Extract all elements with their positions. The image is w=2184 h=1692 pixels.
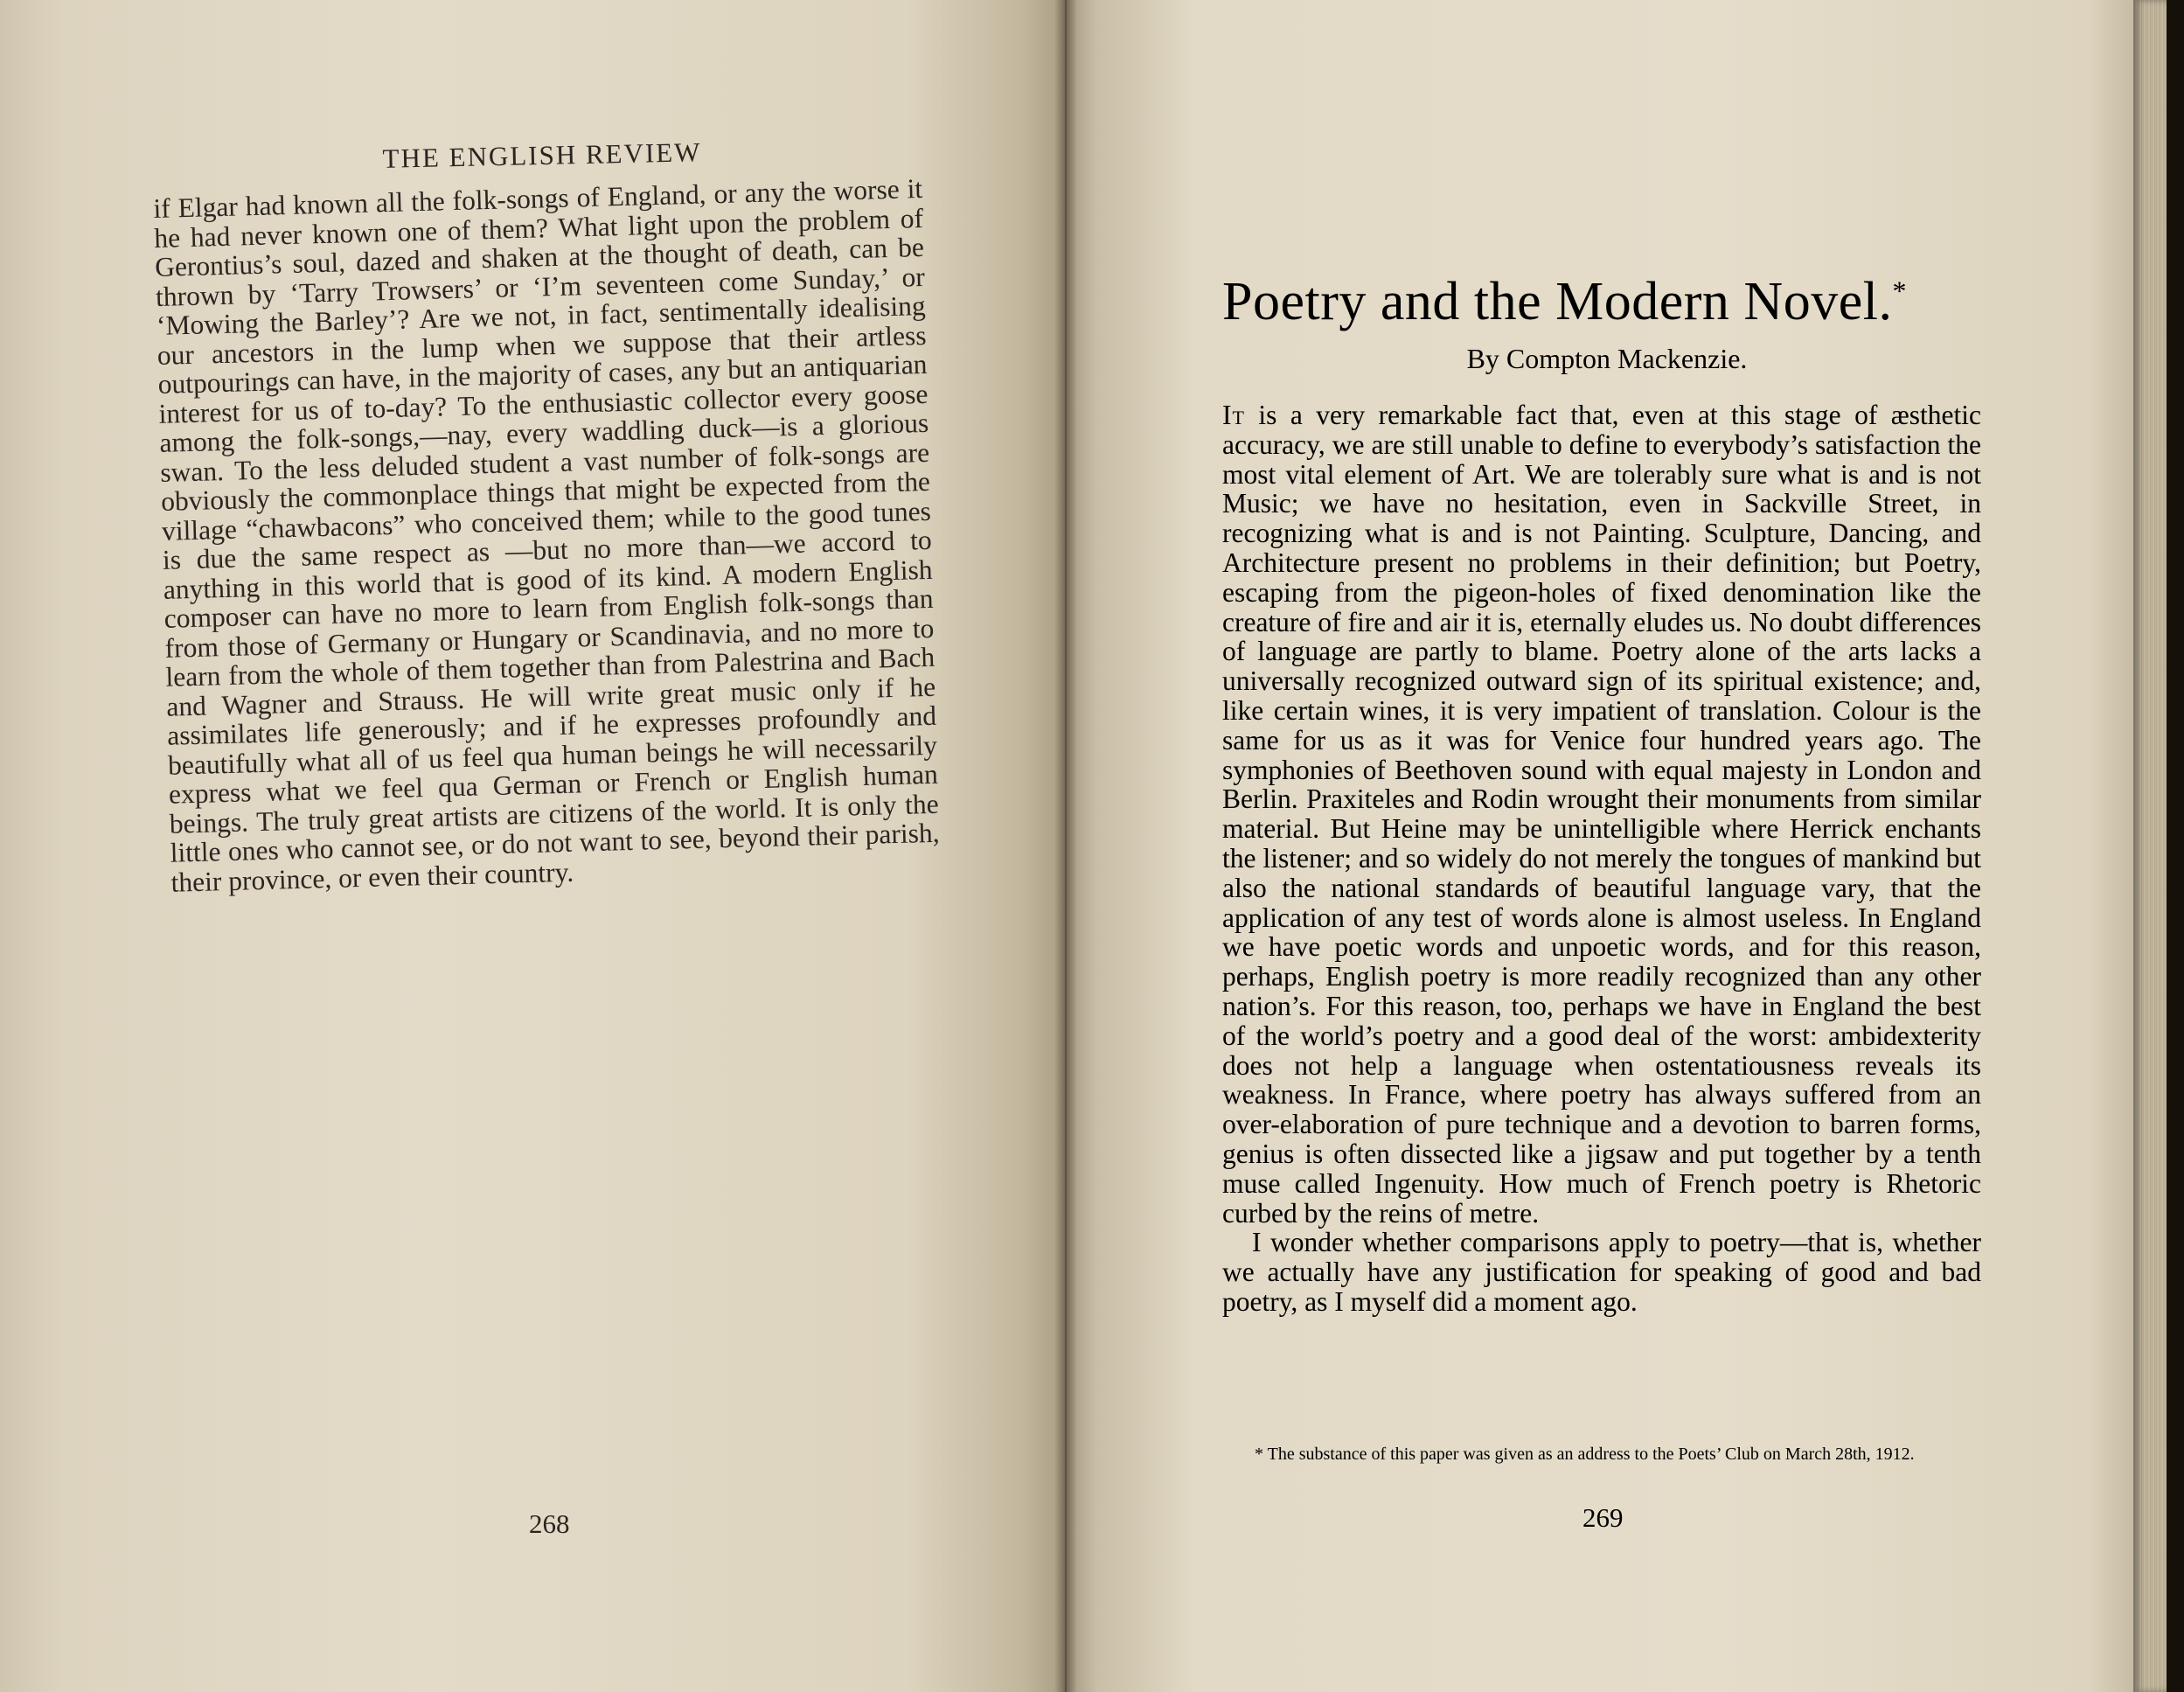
footnote: * The substance of this paper was given as an address to the Poets’ Club on March 28th, 1912. bbox=[1255, 1445, 1915, 1464]
running-head: THE ENGLISH REVIEW bbox=[382, 136, 702, 174]
article-byline: By Compton Mackenzie. bbox=[1466, 343, 1748, 374]
right-page-body bbox=[1222, 400, 1981, 1317]
background-edge bbox=[2167, 0, 2184, 1692]
left-body-text: if Elgar had known all the folk-songs of England, or any the worse it he had never known one of them? What light upon the problem of Gerontius’s soul, dazed and shaken at the thought of death, can be thrown by ‘Tarry Trowsers’ or ‘I’m seventeen come Sunday,’ or ‘Mowing the Barley’? Are we not, in fact, sentimentally idealising our ancestors in the lump when we suppose that their artless outpourings can have, in the majority of cases, any but an antiquarian interest for us of to-day? To the enthusiastic collector every goose among the folk-songs,—nay, every waddling duck—is a glorious swan. To the less deluded student a vast number of folk-songs are obviously the commonplace things that might be expected from the village “chawbacons” who conceived them; while to the good tunes is due the same respect as —but no more than—we accord to anything in this world that is good of its kind. A modern English composer can have no more to learn from English folk-songs than from those of Germany or Hungary or Scandinavia, and no more to learn from the whole of them together than from Palestrina and Bach and Wagner and Strauss. He will write great music only if he assimilates life generously; and if he expresses profoundly and beautifully what all of us feel qua human beings he will necessarily express what we feel qua German or French or English human beings. The truly great artists are citizens of the world. It is only the little ones who cannot see, or do not want to see, beyond their parish, their province, or even their country. bbox=[152, 172, 940, 898]
paragraph-2: I wonder whether comparisons apply to poetry—that is, whether we actually have any justification for speaking of good and bad poetry, as I myself did a moment ago. bbox=[1222, 1227, 1981, 1317]
page-number-right: 269 bbox=[1582, 1502, 1624, 1533]
left-page bbox=[0, 0, 1065, 1692]
paragraph-1-text: is a very remarkable fact that, even at this stage of æsthetic accuracy, we are still unable to define to everybody’s satisfaction the most vital element of Art. We are tolerably sure what is and is not Music; we have no hesitation, even in Sackville Street, in recognizing what is and is not Painting. Sculpture, Dancing, and Architecture present no problems in their definition; but Poetry, escaping from the pigeon-holes of fixed denomination like the creature of fire and air it is, eternally eludes us. No doubt differences of language are partly to blame. Poetry alone of the arts lacks a universally recognized outward sign of its spiritual existence; and, like certain wines, it is very impatient of translation. Colour is the same for us as it was for Venice four hundred years ago. The symphonies of Beethoven sound with equal majesty in London and Berlin. Praxiteles and Rodin wrought their monuments from similar material. But Heine may be unintelligible where Herrick enchants the listener; and so widely do not merely the tongues of mankind but also the national standards of beautiful language vary, that the application of any test of words alone is almost useless. In England we have poetic words and unpoetic words, and for this reason, perhaps, English poetry is more readily recognized than any other nation’s. For this reason, too, perhaps we have in England the best of the world’s poetry and a good deal of the worst: ambidexterity does not help a language when ostentatiousness reveals its weakness. In France, where poetry has always suffered from an over-elaboration of pure technique and a devotion to barren forms, genius is often dissected like a jigsaw and put together by a tenth muse called Ingenuity. How much of French poetry is Rhetoric curbed by the reins of metre. bbox=[1222, 400, 1981, 1229]
paragraph-1 bbox=[1222, 400, 1981, 1228]
title-footnote-mark: * bbox=[1892, 275, 1907, 307]
opening-word: It bbox=[1222, 400, 1245, 430]
book-gutter bbox=[1054, 0, 1077, 1692]
article-title-text: Poetry and the Modern Novel. bbox=[1222, 272, 1893, 331]
left-page-body bbox=[153, 174, 941, 897]
page-number-left: 268 bbox=[529, 1508, 570, 1539]
article-title bbox=[1222, 271, 2009, 333]
